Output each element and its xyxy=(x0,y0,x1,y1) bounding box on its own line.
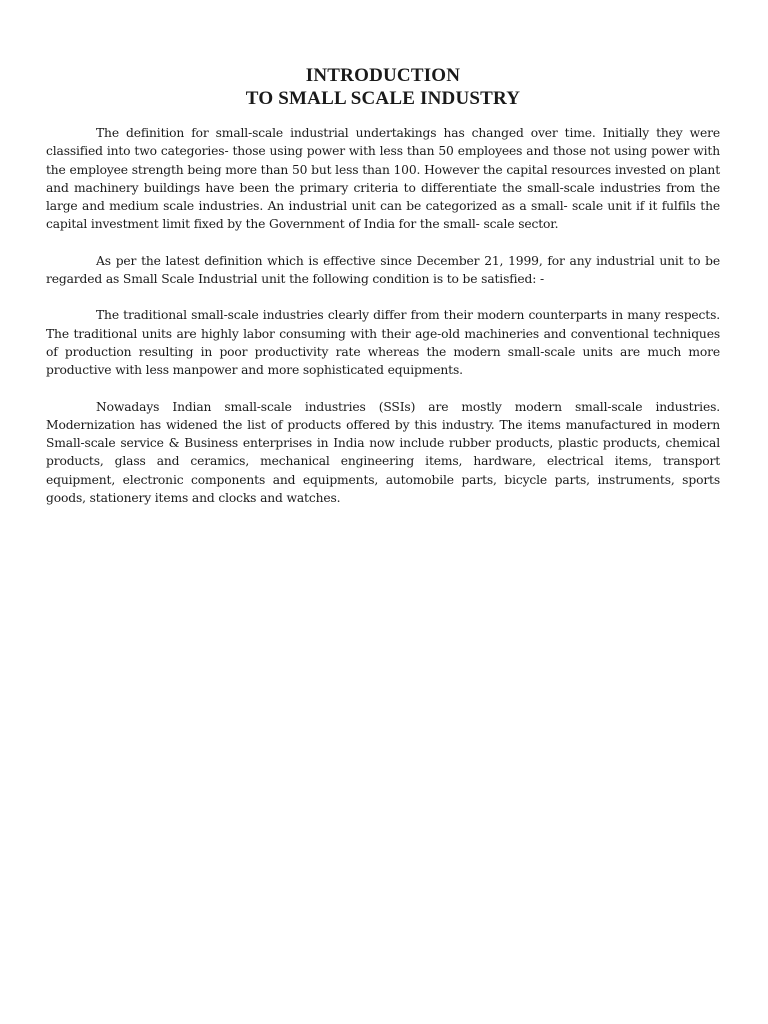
title-line-1: INTRODUCTION xyxy=(305,65,461,86)
paragraph-traditional-vs-modern: The traditional small-scale industries clearly differ from their modern counterparts in many respects. The traditional units are highly labor consuming with their age-old machineries and conventional techniques of production resulting in poor productivity rate whereas the modern small-scale units are much more productive with less manpower and more sophisticated equipments. xyxy=(46,308,720,378)
paragraph-products: Nowadays Indian small-scale industries (SSIs) are mostly modern small-scale industries. Modernization has widened the list of products offered by this industry. The items manufactured in modern Small-scale service & Business enterprises in India now include rubber products, plastic products, chemical products, glass and ceramics, mechanical engineering items, hardware, electrical items, transport equipment, electronic components and equipments, automobile parts, bicycle parts, instruments, sports goods, stationery items and clocks and watches. xyxy=(46,399,720,506)
title-line-2: TO SMALL SCALE INDUSTRY xyxy=(245,88,521,109)
document-page xyxy=(46,64,720,525)
paragraph-latest-definition: As per the latest definition which is effective since December 21, 1999, for any industrial unit to be regarded as Small Scale Industrial unit the following condition is to be satisfied: - xyxy=(46,253,720,287)
paragraph-definition: The definition for small-scale industrial undertakings has changed over time. Initially they were classified into two categories- those using power with less than 50 employees and those not using power with the employee strength being more than 50 but less than 100. However the capital resources invested on plant and machinery buildings have been the primary criteria to differentiate the small-scale industries from the large and medium scale industries. An industrial unit can be categorized as a small- scale unit if it fulfils the capital investment limit fixed by the Government of India for the small- scale sector. xyxy=(46,126,720,232)
document-title xyxy=(46,64,720,110)
